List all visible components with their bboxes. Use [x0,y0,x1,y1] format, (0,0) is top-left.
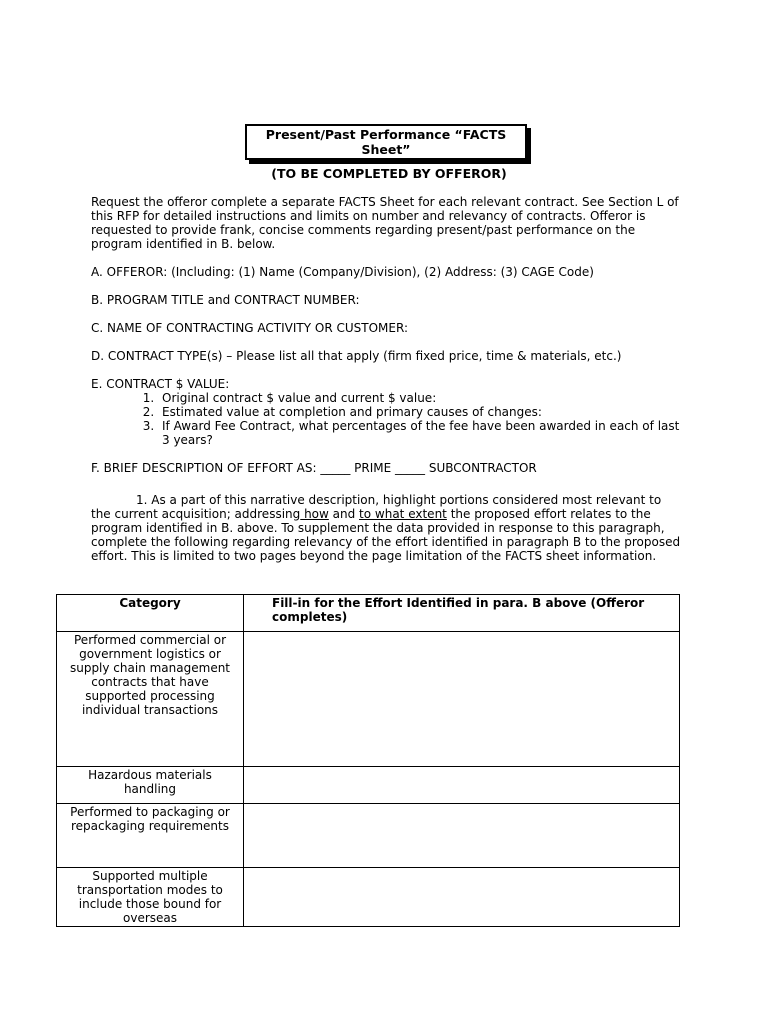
category-cell: Supported multiple transportation modes to include those bound for overseas [57,868,244,927]
intro-paragraph: Request the offeror complete a separate FACTS Sheet for each relevant contract. See Section L of this RFP for detailed instructions and limits on number and relevancy of contracts. Offeror is requested to provide frank, concise comments regarding present/past performance on the program identified in B. below. [91,195,679,251]
item-e-heading: E. CONTRACT $ VALUE: [91,377,230,391]
narrative-and: and [328,507,360,521]
category-cell: Performed to packaging or repackaging requirements [57,804,244,868]
narrative-paragraph [91,493,681,563]
narrative-how: how [300,507,329,521]
fill-in-cell[interactable] [244,868,680,927]
table-row [57,767,680,804]
item-c-contracting-activity: C. NAME OF CONTRACTING ACTIVITY OR CUSTOMER: [91,321,408,335]
facts-table [56,594,680,927]
item-d-contract-type: D. CONTRACT TYPE(s) – Please list all that apply (firm fixed price, time & materials, etc.) [91,349,622,363]
table-row [57,632,680,767]
document-title: Present/Past Performance “FACTS Sheet” [245,124,527,160]
fill-in-cell[interactable] [244,632,680,767]
header-category: Category [57,595,244,632]
item-e-sub-3: 3. If Award Fee Contract, what percentages of the fee have been awarded in each of last 3 years? [158,419,687,447]
table-row [57,804,680,868]
category-cell: Performed commercial or government logistics or supply chain management contracts that have supported processing individual transactions [57,632,244,767]
narrative-part-2: the proposed effort relates to the program identified in B. above. To supplement the data provided in response to this paragraph, complete the following regarding relevancy of the effort identified in paragraph B to the proposed effort. This is limited to two pages beyond the page limitation of the FACTS sheet information. [91,507,681,563]
narrative-part-1: 1. As a part of this narrative description, highlight portions considered most relevant to the current acquisition; addressing [91,493,662,521]
header-fill-in: Fill-in for the Effort Identified in para. B above (Offeror completes) [244,595,680,632]
document-subtitle: (TO BE COMPLETED BY OFFEROR) [271,166,507,181]
item-e-sublist [91,391,687,447]
fill-in-cell[interactable] [244,804,680,868]
narrative-extent: to what extent [359,507,447,521]
item-e-sub-1: 1. Original contract $ value and current $ value: [158,391,687,405]
item-b-program-title: B. PROGRAM TITLE and CONTRACT NUMBER: [91,293,360,307]
item-a-offeror: A. OFFEROR: (Including: (1) Name (Company/Division), (2) Address: (3) CAGE Code) [91,265,594,279]
item-e-contract-value [91,377,687,447]
table-header-row [57,595,680,632]
fill-in-cell[interactable] [244,767,680,804]
item-e-sub-2: 2. Estimated value at completion and primary causes of changes: [158,405,687,419]
category-cell: Hazardous materials handling [57,767,244,804]
item-f-effort-description: F. BRIEF DESCRIPTION OF EFFORT AS: _____ PRIME _____ SUBCONTRACTOR [91,461,537,475]
table-row [57,868,680,927]
